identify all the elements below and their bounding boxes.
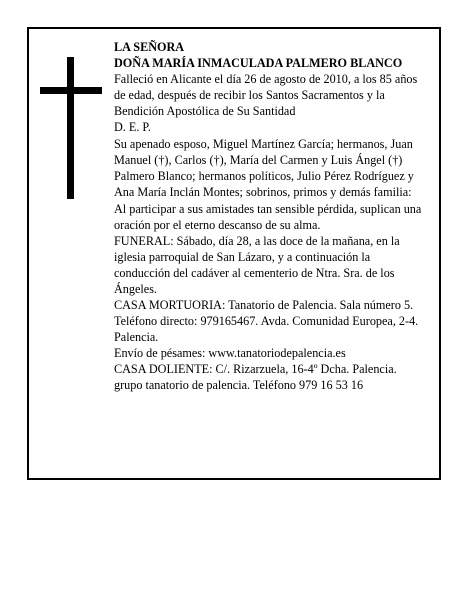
- family-list: Su apenado esposo, Miguel Martínez García; hermanos, Juan Manuel (†), Carlos (†), María del Carmen y Luis Ángel (†) Palmero Blanco; hermanos políticos, Julio Pérez Rodríguez y Ana María Inclán Montes; sobrinos, primos y demás familia:: [114, 137, 414, 199]
- prayer-request: Al participar a sus amistades tan sensible pérdida, suplican una oración por el eterno descanso de su alma.: [114, 202, 422, 232]
- cross-vertical-bar: [67, 57, 74, 199]
- notice-title: LA SEÑORA: [114, 40, 185, 54]
- deceased-name: DOÑA MARÍA INMACULADA PALMERO BLANCO: [114, 56, 403, 70]
- funeral-home-footer: grupo tanatorio de palencia. Teléfono 979 16 53 16: [114, 378, 364, 392]
- casa-mortuoria: CASA MORTUORIA: Tanatorio de Palencia. Sala número 5. Teléfono directo: 979165467. Avda. Comunidad Europea, 2-4. Palencia.: [114, 298, 419, 344]
- cross-icon: [40, 57, 102, 199]
- death-announcement: Falleció en Alicante el día 26 de agosto de 2010, a los 85 años de edad, después de recibir los Santos Sacramentos y la Bendición Apostólica de Su Santidad: [114, 72, 418, 118]
- casa-doliente: CASA DOLIENTE: C/. Rizarzuela, 16-4º Dcha. Palencia.: [114, 362, 397, 376]
- cross-horizontal-bar: [40, 87, 102, 94]
- notice-content: [114, 39, 424, 393]
- obituary-notice: [27, 27, 441, 480]
- rip-text: D. E. P.: [114, 120, 151, 134]
- condolences-link: Envío de pésames: www.tanatoriodepalencia.es: [114, 346, 346, 360]
- funeral-info: FUNERAL: Sábado, día 28, a las doce de la mañana, en la iglesia parroquial de San Lázaro, y a continuación la conducción del cadáver al cementerio de Ntra. Sra. de los Ángeles.: [114, 234, 400, 296]
